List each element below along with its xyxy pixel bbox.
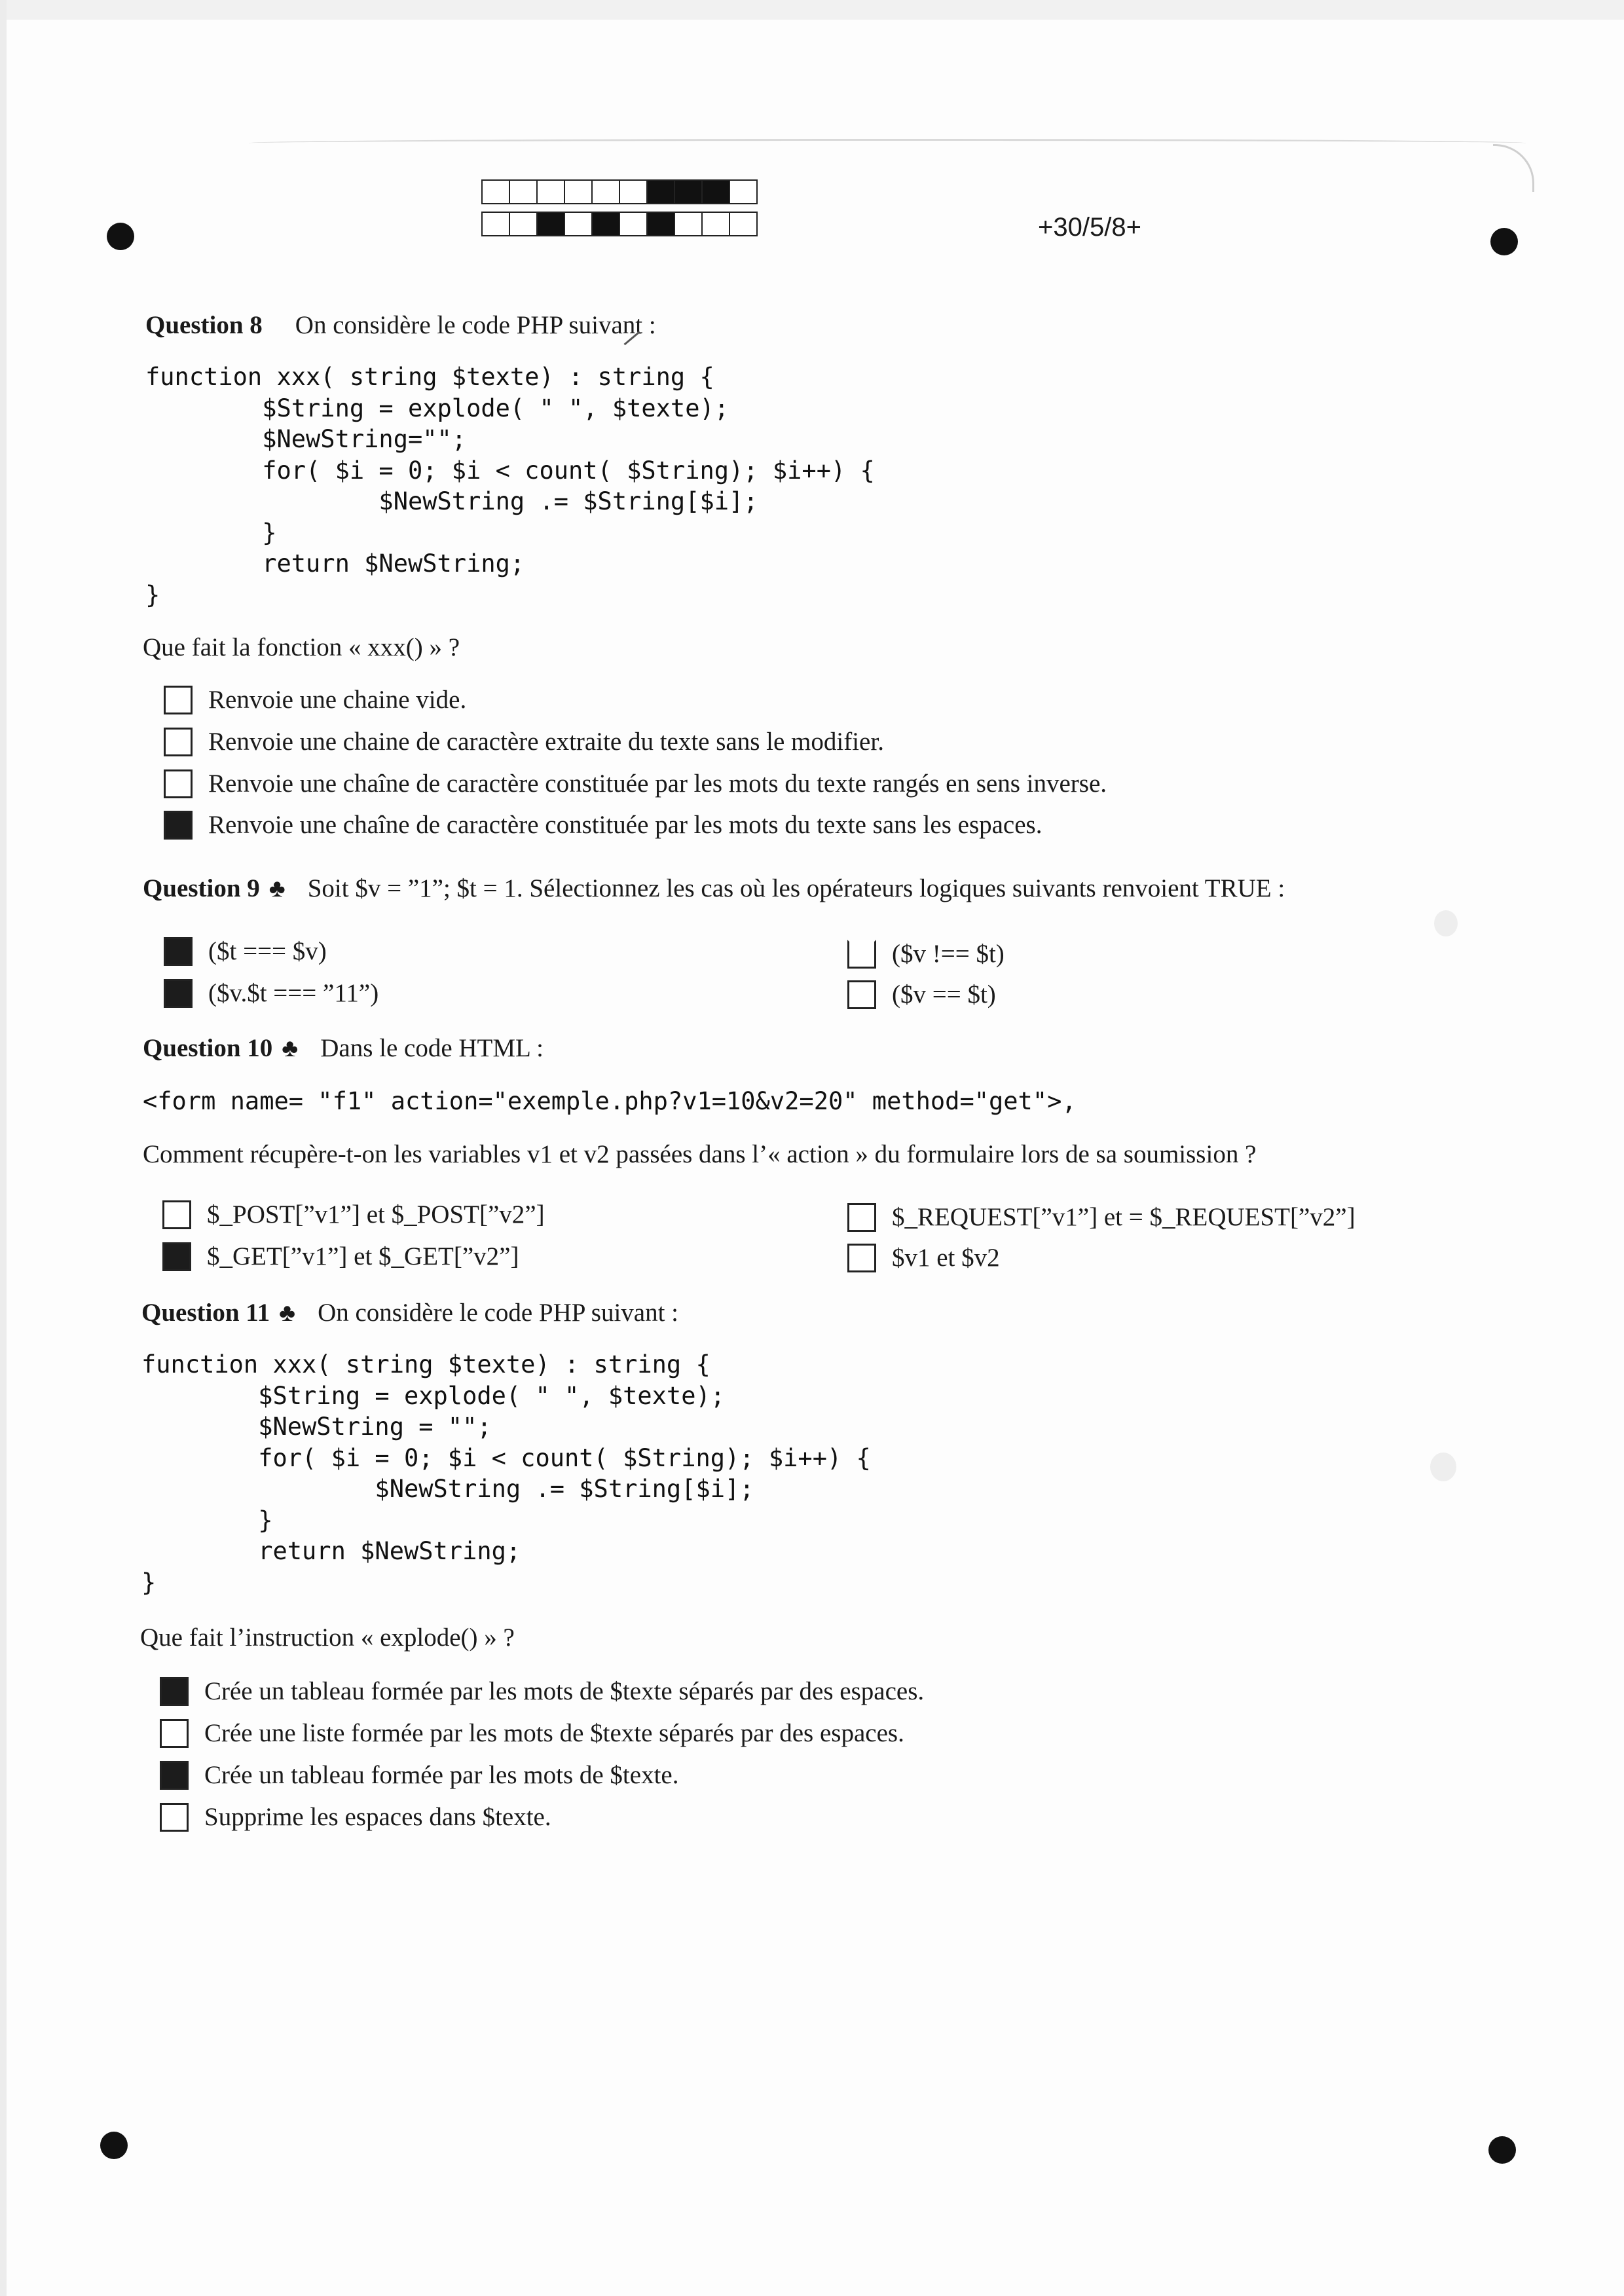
barcode-cell-empty (729, 179, 758, 204)
page-barcode-row-2 (481, 212, 756, 236)
answer-checkbox[interactable] (847, 1244, 876, 1272)
option-label: ($v == $t) (892, 980, 996, 1009)
question-11-prompt: Que fait l’instruction « explode() » ? (140, 1623, 515, 1652)
option-label: ($v.$t === ”11”) (208, 979, 379, 1007)
page-barcode-row-1 (481, 179, 756, 204)
q10-option-3[interactable] (162, 1242, 519, 1271)
answer-checkbox[interactable] (164, 686, 193, 714)
answer-checkbox[interactable] (847, 980, 876, 1009)
q10-option-4[interactable] (847, 1243, 1000, 1272)
barcode-cell-empty (509, 212, 538, 236)
scan-smudge (1430, 1453, 1456, 1481)
registration-mark-top-right (1490, 228, 1518, 255)
answer-checkbox-checked[interactable] (160, 1677, 189, 1706)
barcode-cell-filled (646, 212, 675, 236)
question-9-header (143, 874, 1285, 903)
question-intro: On considère le code PHP suivant : (318, 1299, 679, 1327)
q8-option-1[interactable] (164, 685, 466, 714)
option-label: Renvoie une chaine de caractère extraite du texte sans le modifier. (208, 728, 884, 756)
scan-top-edge (0, 0, 1624, 20)
answer-checkbox-checked[interactable] (160, 1761, 189, 1790)
answer-checkbox[interactable] (162, 1200, 191, 1229)
option-label: Renvoie une chaîne de caractère constituée par les mots du texte rangés en sens inverse. (208, 769, 1107, 798)
answer-checkbox-checked[interactable] (164, 979, 193, 1008)
option-label: Renvoie une chaîne de caractère constituée par les mots du texte sans les espaces. (208, 811, 1043, 839)
answer-checkbox[interactable] (164, 769, 193, 798)
answer-checkbox-checked[interactable] (164, 811, 193, 840)
code-block-q8: function xxx( string $texte) : string { $String = explode( " ", $texte); $NewString=""; for( $i = 0; $i < count( $String); $i++) { $NewString .= $String[$i]; } return $NewString; } (145, 363, 875, 609)
barcode-cell-empty (564, 212, 593, 236)
question-label: Question 8 (145, 311, 263, 339)
question-8-header (145, 310, 656, 340)
q10-option-2[interactable] (847, 1202, 1356, 1232)
barcode-cell-empty (509, 179, 538, 204)
club-icon: ♣ (279, 1299, 296, 1327)
option-label: Supprime les espaces dans $texte. (204, 1803, 551, 1831)
option-label: Renvoie une chaine vide. (208, 686, 467, 714)
registration-mark-top-left (107, 223, 134, 250)
barcode-cell-filled (674, 179, 703, 204)
question-label: Question 9 (143, 874, 260, 902)
q10-option-1[interactable] (162, 1200, 545, 1229)
q9-option-2[interactable] (847, 939, 1005, 969)
barcode-cell-empty (536, 179, 565, 204)
q8-option-4[interactable] (164, 810, 1042, 840)
question-label: Question 10 (143, 1034, 273, 1062)
scan-left-edge (0, 0, 7, 2296)
answer-checkbox[interactable] (164, 728, 193, 756)
q9-option-3[interactable] (164, 978, 378, 1008)
option-label: Crée un tableau formée par les mots de $texte séparés par des espaces. (204, 1677, 925, 1705)
option-label: $_REQUEST[”v1”] et = $_REQUEST[”v2”] (892, 1203, 1356, 1231)
registration-mark-bottom-right (1488, 2136, 1516, 2164)
barcode-cell-empty (701, 212, 730, 236)
q9-option-4[interactable] (847, 980, 996, 1009)
registration-mark-bottom-left (100, 2132, 128, 2159)
barcode-cell-filled (591, 212, 620, 236)
question-10-header (143, 1033, 544, 1063)
question-label: Question 11 (141, 1299, 270, 1327)
q11-option-4[interactable] (160, 1802, 551, 1832)
barcode-cell-filled (536, 212, 565, 236)
page-curl-corner (1493, 144, 1534, 192)
barcode-cell-empty (591, 179, 620, 204)
answer-checkbox-checked[interactable] (162, 1242, 191, 1271)
barcode-cell-empty (481, 212, 510, 236)
club-icon: ♣ (268, 875, 286, 902)
option-label: ($t === $v) (208, 937, 327, 965)
option-label: Crée une liste formée par les mots de $texte séparés par des espaces. (204, 1719, 904, 1747)
option-label: Crée un tableau formée par les mots de $texte. (204, 1761, 679, 1789)
option-label: $v1 et $v2 (892, 1244, 1000, 1272)
barcode-cell-empty (674, 212, 703, 236)
q11-option-2[interactable] (160, 1718, 904, 1748)
question-intro: On considère le code PHP suivant : (295, 311, 656, 339)
page-curl-line (249, 139, 1526, 147)
page-tag: +30/5/8+ (1038, 213, 1141, 242)
question-intro: Soit $v = ”1”; $t = 1. Sélectionnez les cas où les opérateurs logiques suivants renvoient TRUE : (307, 874, 1285, 902)
code-block-q10: <form name= "f1" action="exemple.php?v1=10&v2=20" method="get">, (143, 1087, 1077, 1115)
q8-option-3[interactable] (164, 769, 1107, 798)
q11-option-3[interactable] (160, 1760, 678, 1790)
q8-option-2[interactable] (164, 727, 884, 756)
barcode-cell-empty (481, 179, 510, 204)
code-block-q11: function xxx( string $texte) : string { $String = explode( " ", $texte); $NewString = ""; for( $i = 0; $i < count( $String); $i++) { $NewString .= $String[$i]; } return $NewString; } (141, 1350, 871, 1597)
club-icon: ♣ (282, 1035, 299, 1062)
barcode-cell-empty (619, 212, 648, 236)
barcode-cell-filled (701, 179, 730, 204)
question-8-prompt: Que fait la fonction « xxx() » ? (143, 633, 460, 661)
q11-option-1[interactable] (160, 1676, 924, 1706)
barcode-cell-empty (619, 179, 648, 204)
option-label: $_POST[”v1”] et $_POST[”v2”] (207, 1200, 545, 1229)
option-label: $_GET[”v1”] et $_GET[”v2”] (207, 1242, 519, 1270)
answer-checkbox[interactable] (847, 940, 876, 969)
q9-option-1[interactable] (164, 936, 327, 966)
barcode-cell-empty (729, 212, 758, 236)
question-intro: Dans le code HTML : (320, 1034, 544, 1062)
answer-checkbox[interactable] (160, 1803, 189, 1832)
barcode-cell-empty (564, 179, 593, 204)
barcode-cell-filled (646, 179, 675, 204)
answer-checkbox[interactable] (847, 1203, 876, 1232)
answer-checkbox-checked[interactable] (164, 937, 193, 966)
question-11-header (141, 1298, 678, 1327)
question-10-prompt: Comment récupère-t-on les variables v1 et v2 passées dans l’« action » du formulaire lors de sa soumission ? (143, 1140, 1257, 1168)
option-label: ($v !== $t) (892, 940, 1005, 968)
scan-smudge (1434, 910, 1458, 936)
answer-checkbox[interactable] (160, 1719, 189, 1748)
